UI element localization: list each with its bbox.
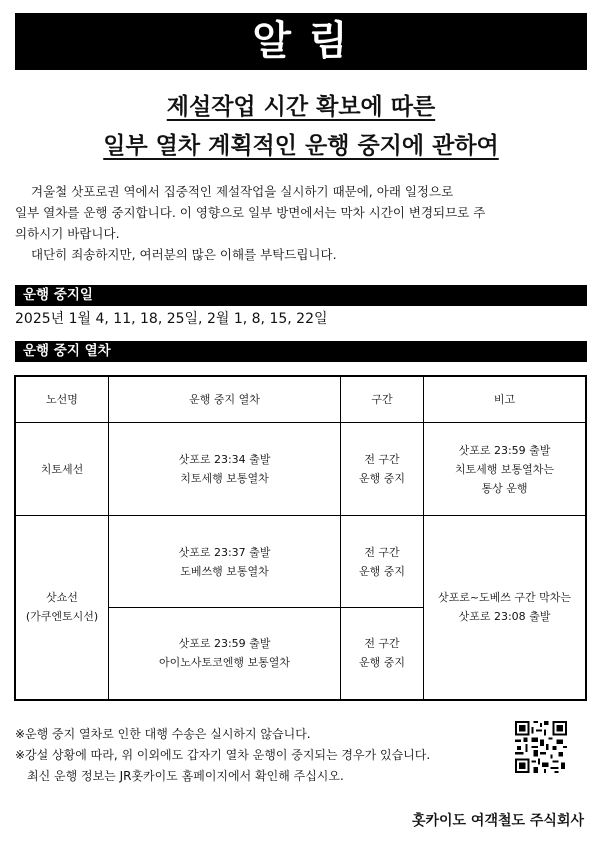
suspension-dates: 2025년 1월 4, 11, 18, 25일, 2월 1, 8, 15, 22일 xyxy=(15,311,328,327)
title-line-1-text: 제설작업 시간 확보에 따른 xyxy=(166,94,436,120)
header-note: 비고 xyxy=(424,376,587,423)
footnote-1: ※운행 중지 열차로 인한 대행 수송은 실시하지 않습니다. xyxy=(15,727,311,741)
intro-line-2: 일부 열차를 운행 중지합니다. 이 영향으로 일부 방면에서는 막차 시간이 변경되므로 주 xyxy=(15,205,486,220)
line-name-chitose: 치토세선 xyxy=(15,423,109,516)
train-cell: 삿포로 23:59 출발 아이노사토코엔행 보통열차 xyxy=(109,608,341,700)
section-cell: 전 구간 운행 중지 xyxy=(341,608,424,700)
note-cell: 삿포로~도베쓰 구간 막차는 삿포로 23:08 출발 xyxy=(424,516,587,700)
intro-line-4: 대단히 죄송하지만, 여러분의 많은 이해를 부탁드립니다. xyxy=(31,247,337,262)
title-line-2-text: 일부 열차 계획적인 운행 중지에 관하여 xyxy=(103,133,499,159)
note-cell: 삿포로 23:59 출발 치토세행 보통열차는 통상 운행 xyxy=(424,423,587,516)
intro-line-1: 겨울철 삿포로권 역에서 집중적인 제설작업을 실시하기 때문에, 아래 일정으로 xyxy=(31,184,454,199)
train-cell: 삿포로 23:34 출발 치토세행 보통열차 xyxy=(109,423,341,516)
footnotes xyxy=(15,724,430,787)
header-section: 구간 xyxy=(341,376,424,423)
company-name: 홋카이도 여객철도 주식회사 xyxy=(411,813,584,829)
trains-section-header: 운행 중지 열차 xyxy=(15,341,587,362)
intro-text xyxy=(15,181,590,265)
footnote-2: ※강설 상황에 따라, 위 이외에도 갑자기 열차 운행이 중지되는 경우가 있습니다. xyxy=(15,748,431,762)
suspension-table xyxy=(14,375,587,701)
table-row xyxy=(15,516,586,608)
notice-banner: 알 림 xyxy=(15,13,587,70)
section-cell: 전 구간 운행 중지 xyxy=(341,516,424,608)
section-cell: 전 구간 운행 중지 xyxy=(341,423,424,516)
dates-section-header: 운행 중지일 xyxy=(15,285,587,306)
line-name-sassho: 삿쇼선 (가쿠엔토시선) xyxy=(15,516,109,700)
table-row xyxy=(15,423,586,516)
title-line-2 xyxy=(15,131,587,161)
qr-code-icon[interactable] xyxy=(515,721,567,773)
footnote-3: 최신 운행 정보는 JR홋카이도 홈페이지에서 확인해 주십시오. xyxy=(27,769,344,783)
header-line-name: 노선명 xyxy=(15,376,109,423)
title-line-1 xyxy=(15,92,587,122)
train-cell: 삿포로 23:37 출발 도베쓰행 보통열차 xyxy=(109,516,341,608)
intro-line-3: 의하시기 바랍니다. xyxy=(15,226,120,241)
table-header-row xyxy=(15,376,586,423)
header-train: 운행 중지 열차 xyxy=(109,376,341,423)
